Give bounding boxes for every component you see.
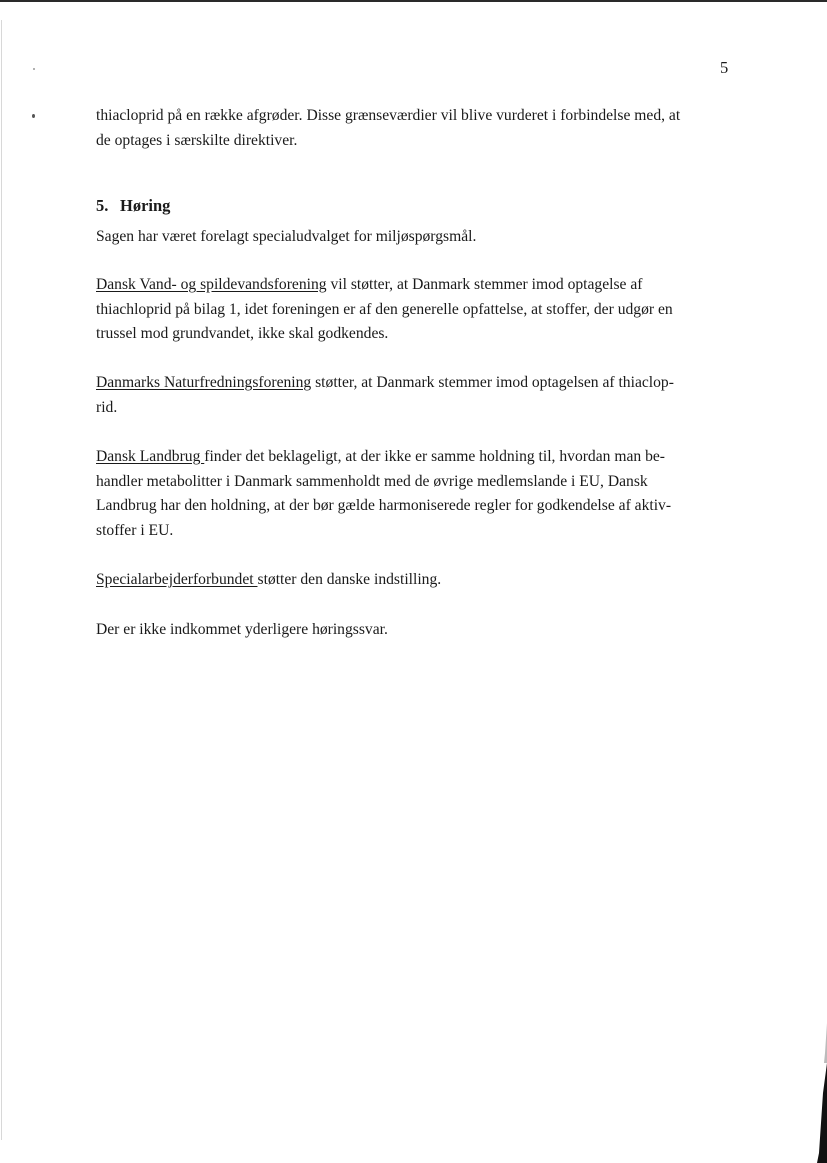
text-line — [96, 273, 736, 298]
text-line: Sagen har været forelagt specialudvalget for miljøspørgsmål. — [96, 228, 477, 245]
text-line: stoffer i EU. — [96, 521, 174, 539]
text-line: de optages i særskilte direktiver. — [96, 131, 298, 149]
scan-corner-artifact — [809, 1003, 827, 1163]
organization-name: Danmarks Naturfredningsforening — [96, 374, 312, 391]
text-line — [96, 445, 736, 470]
section-title: Høring — [120, 196, 171, 215]
text-span: finder det beklageligt, at der ikke er samme holdning til, hvordan man be- — [204, 448, 666, 465]
text-line: handler metabolitter i Danmark sammenholdt med de øvrige medlemslande i EU, Dansk — [96, 472, 648, 490]
text-line: thiacloprid på en række afgrøder. Disse grænseværdier vil blive vurderet i forbindelse med, at — [96, 107, 681, 124]
page-number: 5 — [720, 58, 729, 77]
response-paragraph — [96, 273, 736, 347]
text-line: rid. — [96, 398, 118, 416]
text-span: støtter den danske indstilling. — [257, 571, 442, 588]
text-line — [96, 371, 736, 396]
scan-left-edge — [1, 20, 2, 1140]
response-paragraph — [96, 371, 736, 420]
scan-top-border — [0, 0, 827, 2]
intro-paragraph — [96, 104, 736, 153]
text-span: vil støtter, at Danmark stemmer imod optagelse af — [326, 276, 643, 293]
scan-speck — [33, 68, 35, 70]
section-number: 5. — [96, 196, 109, 215]
text-line: Landbrug har den holdning, at der bør gælde harmoniserede regler for godkendelse af aktiv- — [96, 497, 672, 514]
section-lead — [96, 225, 736, 250]
text-span: støtter, at Danmark stemmer imod optagelsen af thiaclop- — [311, 374, 674, 391]
text-line: thiachloprid på bilag 1, idet foreningen er af den generelle opfattelse, at stoffer, der udgør en — [96, 300, 673, 318]
organization-name: Specialarbejderforbundet — [96, 571, 258, 588]
response-paragraph — [96, 445, 736, 543]
closing-paragraph — [96, 618, 736, 643]
organization-name: Dansk Vand- og spildevandsforening — [96, 276, 327, 293]
section-heading — [96, 196, 170, 216]
text-line — [96, 568, 736, 593]
text-line: trussel mod grundvandet, ikke skal godkendes. — [96, 325, 389, 342]
organization-name: Dansk Landbrug — [96, 448, 205, 465]
text-line: Der er ikke indkommet yderligere høringssvar. — [96, 621, 388, 638]
scan-speck — [32, 114, 35, 118]
response-paragraph — [96, 568, 736, 593]
